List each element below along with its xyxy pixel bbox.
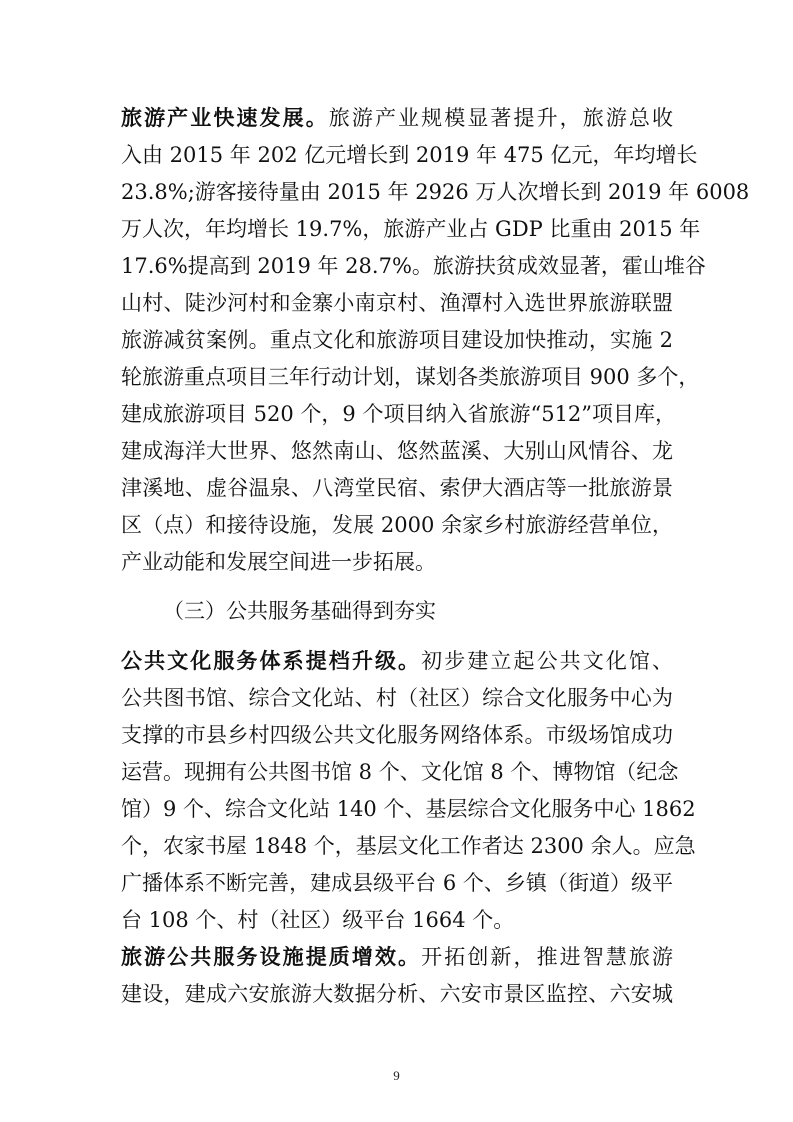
paragraph-line: 23.8%;游客接待量由 2015 年 2926 万人次增长到 2019 年 6008 xyxy=(121,180,750,204)
paragraph-text: 开拓创新，推进智慧旅游 xyxy=(421,945,674,969)
paragraph-line: 运营。现拥有公共图书馆 8 个、文化馆 8 个、博物馆（纪念 xyxy=(121,760,679,784)
page-number: 9 xyxy=(393,1068,400,1083)
paragraph-line: 建设，建成六安旅游大数据分析、六安市景区监控、六安城 xyxy=(121,982,673,1006)
paragraph-line: 山村、陡沙河村和金寨小南京村、渔潭村入选世界旅游联盟 xyxy=(121,291,673,315)
paragraph-line: 津溪地、虚谷温泉、八湾堂民宿、索伊大酒店等一批旅游景 xyxy=(121,476,673,500)
section-heading: （三）公共服务基础得到夯实 xyxy=(163,599,436,623)
paragraph-line: 17.6%提高到 2019 年 28.7%。旅游扶贫成效显著，霍山堆谷 xyxy=(121,254,706,278)
paragraph-line: 台 108 个、村（社区）级平台 1664 个。 xyxy=(121,908,515,932)
paragraph-lead: 旅游公共服务设施提质增效。 xyxy=(121,944,422,969)
paragraph-line xyxy=(121,106,673,130)
paragraph-line: 个，农家书屋 1848 个，基层文化工作者达 2300 余人。应急 xyxy=(121,834,696,858)
paragraph-line: 支撑的市县乡村四级公共文化服务网络体系。市级场馆成功 xyxy=(121,723,673,747)
paragraph-line: 入由 2015 年 202 亿元增长到 2019 年 475 亿元，年均增长 xyxy=(121,143,698,167)
paragraph-line: 旅游减贫案例。重点文化和旅游项目建设加快推动，实施 2 xyxy=(121,328,673,352)
paragraph-lead: 旅游产业快速发展。 xyxy=(121,105,329,130)
paragraph-line: 产业动能和发展空间进一步拓展。 xyxy=(121,550,436,574)
paragraph-line: 馆）9 个、综合文化站 140 个、基层综合文化服务中心 1862 xyxy=(121,797,696,821)
paragraph-text: 初步建立起公共文化馆、 xyxy=(421,649,674,673)
paragraph-line xyxy=(121,649,673,673)
paragraph-line: 建成海洋大世界、悠然南山、悠然蓝溪、大别山风情谷、龙 xyxy=(121,439,673,463)
paragraph-line: 广播体系不断完善，建成县级平台 6 个、乡镇（街道）级平 xyxy=(121,871,673,895)
paragraph-line xyxy=(121,945,673,969)
paragraph-line: 公共图书馆、综合文化站、村（社区）综合文化服务中心为 xyxy=(121,686,673,710)
paragraph-line: 区（点）和接待设施，发展 2000 余家乡村旅游经营单位， xyxy=(121,513,673,537)
paragraph-lead: 公共文化服务体系提档升级。 xyxy=(121,648,422,673)
paragraph-line: 轮旅游重点项目三年行动计划，谋划各类旅游项目 900 多个， xyxy=(121,365,700,389)
paragraph-line: 建成旅游项目 520 个，9 个项目纳入省旅游“512”项目库， xyxy=(121,402,677,426)
paragraph-text: 旅游产业规模显著提升，旅游总收 xyxy=(328,106,674,130)
paragraph-line: 万人次，年均增长 19.7%，旅游产业占 GDP 比重由 2015 年 xyxy=(121,217,701,241)
